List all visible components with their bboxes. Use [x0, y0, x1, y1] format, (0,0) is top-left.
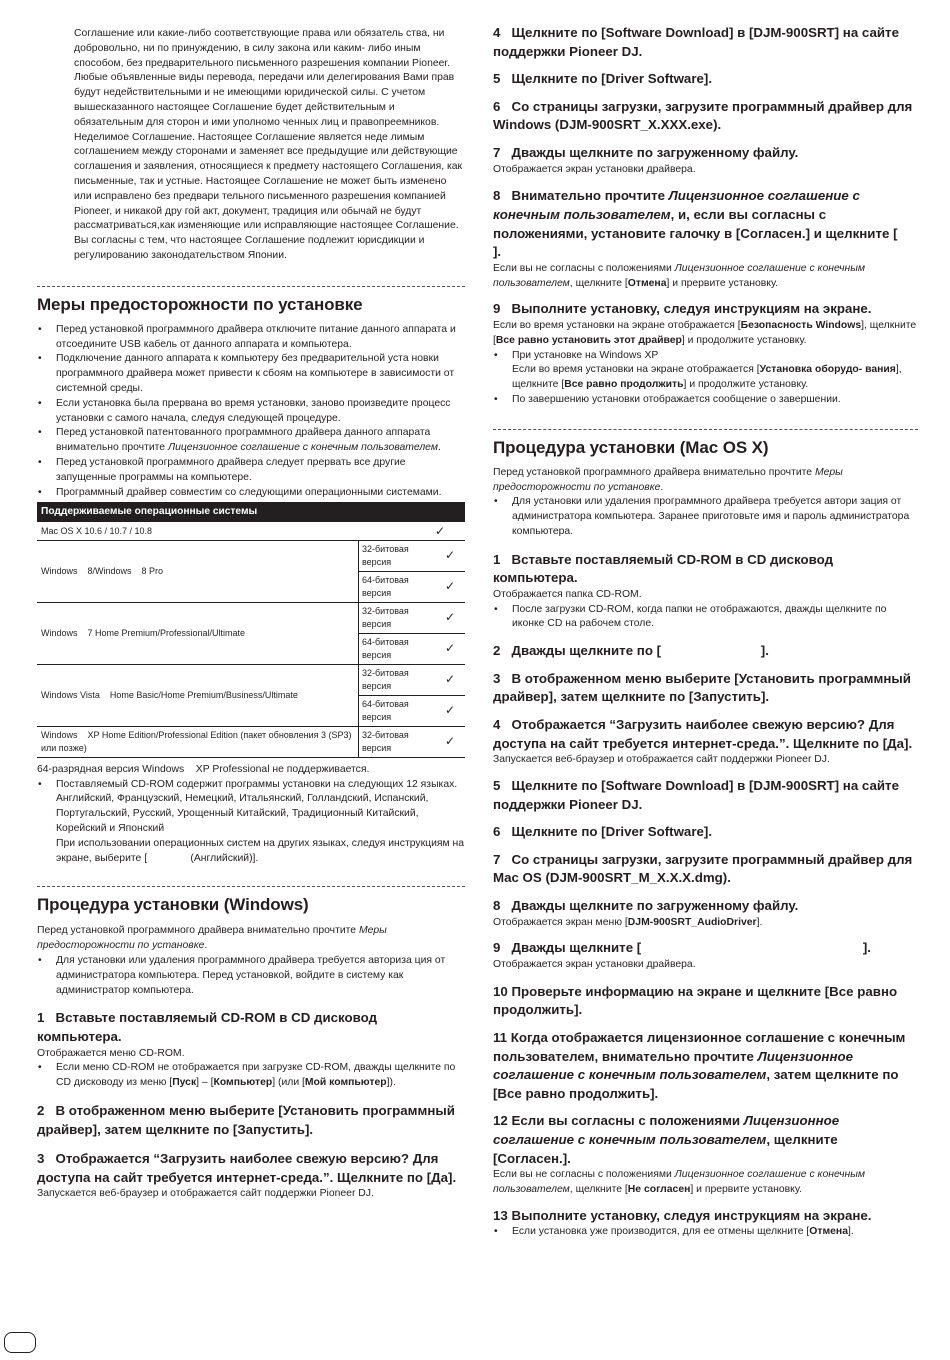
check-mark: ✓: [435, 571, 465, 602]
list-item: • Для установки или удаления программного драйвера требуется авториза ция от администратора компьютера. Перед установкой, войдите в систему как администратор компьютера.: [37, 954, 465, 998]
check-mark: ✓: [435, 664, 465, 695]
step-heading: 2 Дважды щелкните по [ ].: [493, 643, 769, 659]
step-heading: 1 Вставьте поставляемый CD-ROM в CD дисковод компьютера.: [493, 551, 834, 586]
step-heading: 6 Со страницы загрузки, загрузите программный драйвер для Windows (DJM-900SRT_X.XXX.exe).: [493, 98, 913, 133]
table-row: [37, 522, 465, 540]
precautions-title: Меры предосторожности по установке: [37, 294, 363, 314]
right-column: [493, 24, 918, 1240]
step-body: [493, 319, 918, 408]
bit-version: 32-битовая версия: [359, 540, 436, 571]
supported-os-table: [37, 502, 465, 758]
check-mark: ✓: [435, 633, 465, 664]
bit-version: 32-битовая версия: [359, 726, 436, 757]
step-heading: 11 Когда отображается лицензионное соглашение с конечным пользователем, внимательно прочтите Лицензионное соглашение с конечным пользователем, затем щелкните по [Все равно продолжить].: [493, 1029, 906, 1101]
language-notes: [37, 763, 465, 867]
step-heading: 7 Со страницы загрузки, загрузите программный драйвер для Mac OS (DJM-900SRT_M_X.X.X.dmg).: [493, 851, 913, 886]
step-desc: Запускается веб-браузер и отображается сайт поддержки Pioneer DJ.: [493, 754, 830, 766]
bit-version: 32-битовая версия: [359, 602, 436, 633]
step-heading: 5 Щелкните по [Software Download] в [DJM-900SRT] на сайте поддержки Pioneer DJ.: [493, 778, 899, 812]
step-desc: Отображается экран установки драйвера.: [493, 163, 696, 175]
agreement-text: [37, 27, 465, 264]
step-heading: 2 В отображенном меню выберите [Установить программный драйвер], затем щелкните по [Запустить].: [37, 1102, 455, 1137]
table-row: [37, 726, 465, 757]
table-row: [37, 602, 465, 633]
other-language-note: При использовании операционных систем на других языках, следуя инструкциям на экране, выберите [ (Английский)].: [56, 837, 465, 864]
agreement-paragraph: Соглашение или какие-либо соответствующие права или обязатель ства, ни добровольно, ни по принуждению, в силу закона или каким- либо иным способом, без предварительного письменного разрешения компании Pioneer. Любые объявленные виды перевода, передачи или делегирования Вами прав будут недействительными и не имеющими юридической силы. С учетом вышесказанного настоящее Соглашение будет действительным и обязательным для сторон и ими уполномо ченных лиц и правопреемников.: [74, 28, 455, 128]
check-mark: ✓: [435, 540, 465, 571]
windows-intro: [37, 924, 465, 998]
step-heading: 4 Щелкните по [Software Download] в [DJM-900SRT] на сайте поддержки Pioneer DJ.: [493, 25, 899, 59]
page-number-box: [4, 1332, 36, 1353]
list-item: • При установке на Windows XP: [493, 349, 918, 364]
step-desc: Отображается папка CD-ROM.: [493, 588, 642, 600]
list-item: • Если установка была прервана во время установки, заново произведите процесс установки с самого начала, следуя следующей процедуре.: [37, 397, 465, 427]
step-body: [37, 1047, 465, 1091]
section-divider: [493, 429, 918, 430]
list-item: • Перед установкой патентованного программного драйвера данного аппарата внимательно прочтите Лицензионное соглашение с конечным пользователем.: [37, 426, 465, 456]
step-heading: 12 Если вы согласны с положениями Лицензионное соглашение с конечным пользователем, щелкните [Согласен.].: [493, 1113, 840, 1166]
step-desc: Если во время установки на экране отображается [Установка оборудо- вания], щелкните [Все равно продолжить] и продолжите установку.: [512, 364, 902, 391]
step-heading: 7 Дважды щелкните по загруженному файлу.: [493, 144, 799, 160]
language-list: Английский, Французский, Немецкий, Итальянский, Голландский, Испанский, Португальский, Русский, Урощенный Китайский, Традиционный Китайский, Корейский и Японский: [56, 793, 429, 834]
list-item: • Перед установкой программного драйвера следует прервать все другие запущенные программы на компьютере.: [37, 456, 465, 486]
bit-version: 32-битовая версия: [359, 664, 436, 695]
check-mark: ✓: [435, 522, 465, 540]
os-name: Windows 8/Windows 8 Pro: [37, 540, 359, 602]
table-row: [37, 664, 465, 695]
step-desc: Отображается экран установки драйвера.: [493, 958, 696, 970]
section-divider: [37, 286, 465, 287]
step-heading: 9 Выполните установку, следуя инструкциям на экране.: [493, 301, 872, 317]
intro-text: Перед установкой программного драйвера внимательно прочтите Меры предосторожности по установке.: [37, 925, 387, 952]
step-heading: 4 Отображается “Загрузить наиболее свежую версию? Для доступа на сайт требуется интернет-среда.”. Щелкните по [Да].: [493, 717, 913, 751]
bit-version: 64-битовая версия: [359, 633, 436, 664]
check-mark: ✓: [435, 695, 465, 726]
list-item: • Если меню CD-ROM не отображается при загрузке CD-ROM, дважды щелкните по CD дисководу из меню [Пуск] – [Компьютер] (или [Мой компьютер]).: [37, 1061, 465, 1091]
step-heading: 8 Дважды щелкните по загруженному файлу.: [493, 898, 799, 913]
step-heading: 5 Щелкните по [Driver Software].: [493, 71, 713, 87]
bit-version: 64-битовая версия: [359, 695, 436, 726]
step-heading: 6 Щелкните по [Driver Software].: [493, 824, 713, 840]
os-name: Windows XP Home Edition/Professional Edition (пакет обновления 3 (SP3) или позже): [37, 726, 359, 757]
table-header: Поддерживаемые операционные системы: [37, 502, 465, 522]
bit-version: 64-битовая версия: [359, 571, 436, 602]
os-name: Windows Vista Home Basic/Home Premium/Business/Ultimate: [37, 664, 359, 726]
list-item: • Подключение данного аппарата к компьютеру без предварительной уста новки программного драйвера может привести к сбоям на компьютере в зависимости от системной среды.: [37, 352, 465, 396]
step-heading: 8 Внимательно прочтите Лицензионное соглашение с конечным пользователем, и, если вы согласны с положениями, установите галочку в [Согласен.] и щелкните [ ].: [493, 188, 916, 260]
section-divider: [37, 886, 465, 887]
agreement-paragraph: Неделимое Соглашение. Настоящее Соглашение является неде лимым соглашением между сторонами и заменяет все предыдущие или действующие соглашения и заявления, относящиеся к предмету настоящего Соглашения, как письменные, так и устные. Настоящее Соглашение не может быть изменено или исправлено без предвари тельного письменного разрешения компанией Pioneer, и никакой дру гой акт, документ, традиция или обычай не будут рассматриваться,как изменяющие или исправляющие настоящее Соглашение.: [74, 131, 463, 232]
step-body: [493, 588, 918, 632]
step-desc: Если вы не согласны с положениями Лицензионное соглашение с конечным пользователем, щелкните [Не согласен] и прервите установку.: [493, 1169, 866, 1195]
step-heading: 3 Отображается “Загрузить наиболее свежую версию? Для доступа на сайт требуется интернет-среда.”. Щелкните по [Да].: [37, 1151, 457, 1185]
step-desc: Запускается веб-браузер и отображается сайт поддержки Pioneer DJ.: [37, 1188, 374, 1200]
step-heading: 3 В отображенном меню выберите [Установить программный драйвер], затем щелкните по [Запустить].: [493, 670, 911, 705]
os-name: Mac OS X 10.6 / 10.7 / 10.8: [37, 522, 435, 540]
list-item: • Перед установкой программного драйвера отключите питание данного аппарата и отсоедините USB кабель от данного аппарата и компьютера.: [37, 323, 465, 353]
list-item: • Для установки или удаления программного драйвера требуется автори зация от администратора компьютера. Заранее приготовьте имя и пароль администратора компьютера.: [493, 495, 918, 539]
step-desc: Если во время установки на экране отображается [Безопасность Windows], щелкните [Все равно установить этот драйвер] и продолжите установку.: [493, 319, 917, 346]
step-desc: Отображается экран меню [DJM-900SRT_AudioDriver].: [493, 916, 763, 928]
table-row: [37, 540, 465, 571]
check-mark: ✓: [435, 726, 465, 757]
xp64-note: 64-разрядная версия Windows XP Professional не поддерживается.: [37, 763, 370, 775]
os-name: Windows 7 Home Premium/Professional/Ultimate: [37, 602, 359, 664]
mac-intro: [493, 466, 918, 540]
list-item: • Поставляемый CD-ROM содержит программы установки на следующих 12 языках.: [37, 778, 465, 793]
list-item: • После загрузки CD-ROM, когда папки не отображаются, дважды щелкните по иконке CD на рабочем столе.: [493, 603, 918, 633]
list-item: • Если установка уже производится, для ее отмены щелкните [Отмена].: [493, 1225, 918, 1240]
mac-install-title: Процедура установки (Mac OS X): [493, 437, 769, 457]
windows-install-title: Процедура установки (Windows): [37, 895, 309, 915]
step-heading: 10 Проверьте информацию на экране и щелкните [Все равно продолжить].: [493, 983, 898, 1018]
left-column: [37, 0, 465, 1202]
step-heading: 1 Вставьте поставляемый CD-ROM в CD дисковод компьютера.: [37, 1010, 378, 1044]
agreement-paragraph: Вы согласны с тем, что настоящее Соглашение подлежит юрисдикции и регулированию законодательством Японии.: [74, 235, 425, 261]
step-heading: 13 Выполните установку, следуя инструкциям на экране.: [493, 1207, 872, 1223]
step-desc: Отображается меню CD-ROM.: [37, 1047, 185, 1059]
step-heading: 9 Дважды щелкните [ ].: [493, 940, 871, 956]
precautions-list: [37, 323, 465, 501]
list-item: • Программный драйвер совместим со следующими операционными системами.: [37, 486, 465, 501]
list-item: • По завершению установки отображается сообщение о завершении.: [493, 393, 918, 408]
intro-text: Перед установкой программного драйвера внимательно прочтите Меры предосторожности по установке.: [493, 466, 843, 493]
check-mark: ✓: [435, 602, 465, 633]
step-desc: Если вы не согласны с положениями Лицензионное соглашение с конечным пользователем, щелкните [Отмена] и прервите установку.: [493, 262, 866, 289]
